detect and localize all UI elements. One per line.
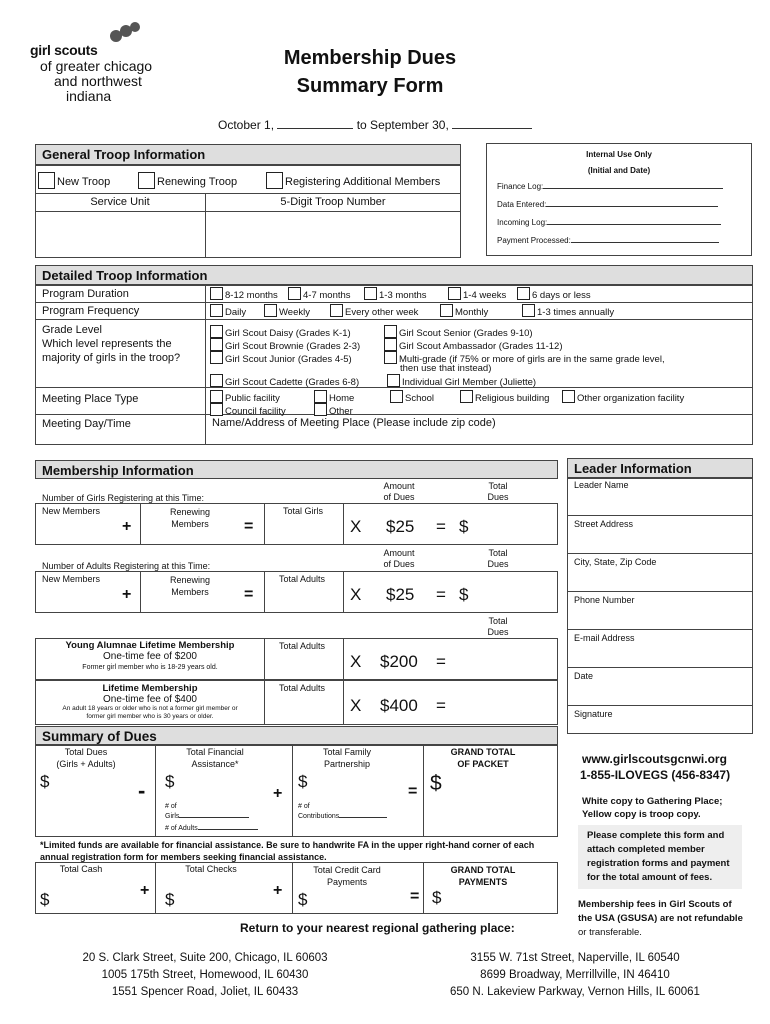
dollar-sign: $ (459, 585, 469, 604)
girls-total-dues-field[interactable] (472, 518, 556, 544)
adults-total-dues-field[interactable] (472, 586, 556, 612)
girls-count-line: Girls (165, 813, 249, 820)
grand-total-payments-field[interactable] (448, 886, 556, 912)
phone-number-label: Phone Number (574, 595, 635, 605)
summary-grand-total-field[interactable] (448, 772, 556, 802)
minus-sign: - (138, 778, 146, 803)
checkbox[interactable] (364, 287, 377, 300)
return-text: Return to your nearest regional gathering place: (240, 921, 515, 935)
fa-adults-count-field[interactable] (198, 829, 258, 830)
troop-number-label: 5-Digit Troop Number (280, 196, 386, 208)
fee-25: $25 (386, 585, 415, 604)
duration-option-3[interactable]: 1-3 months (364, 287, 427, 301)
payment-processed: Payment Processed: (497, 236, 719, 245)
total-girls-field[interactable] (265, 518, 342, 544)
street-address-label: Street Address (574, 519, 634, 529)
checkbox[interactable] (210, 338, 223, 351)
grade-daisy[interactable]: Girl Scout Daisy (Grades K-1) (210, 325, 351, 339)
checkbox[interactable] (440, 304, 453, 317)
total-checks-header: Total Checks (185, 864, 237, 874)
start-year-field[interactable] (277, 128, 353, 129)
total-dues-header: Total Dues (487, 481, 509, 502)
dollar-sign: $ (40, 772, 50, 791)
duration-option-2[interactable]: 4-7 months (288, 287, 351, 301)
summary-financial-field[interactable] (180, 772, 268, 800)
new-troop-checkbox[interactable] (38, 172, 55, 189)
dollar-sign: $ (165, 890, 175, 909)
leader-heading: Leader Information (567, 458, 753, 478)
leader-name-label: Leader Name (574, 480, 629, 490)
summary-total-dues-field[interactable] (56, 772, 126, 802)
total-credit-header: Total Credit Card Payments (313, 865, 381, 887)
equals-sign: = (410, 888, 420, 905)
service-unit-field[interactable] (36, 212, 204, 257)
times-sign: X (350, 696, 362, 715)
street-address-field[interactable] (568, 530, 752, 552)
frequency-option-4[interactable]: Monthly (440, 304, 488, 318)
logo-line3: and northwest (54, 73, 142, 89)
total-adults-label: Total Adults (279, 683, 326, 693)
renewing-members-label: Renewing Members (169, 575, 211, 597)
data-entered: Data Entered: (497, 200, 718, 209)
young-alumnae-count-field[interactable] (265, 654, 342, 679)
checkbox[interactable] (288, 287, 301, 300)
grade-multi[interactable]: Multi-grade (if 75% or more of girls are in the same grade level, (384, 351, 665, 365)
service-unit-label: Service Unit (90, 196, 150, 208)
internal-heading2: (Initial and Date) (587, 166, 651, 175)
grade-cadette[interactable]: Girl Scout Cadette (Grades 6-8) (210, 374, 359, 388)
fee-400: $400 (380, 696, 418, 715)
place-other-org[interactable]: Other organization facility (562, 390, 684, 404)
total-cash-field[interactable] (56, 886, 136, 912)
summary-family-field[interactable] (312, 772, 402, 800)
duration-option-1[interactable]: 8-12 months (210, 287, 278, 301)
fee-25: $25 (386, 517, 415, 536)
plus-sign: + (122, 586, 132, 603)
addresses-left (40, 950, 370, 1001)
payment-processed-field[interactable] (571, 242, 719, 243)
logo-line4: indiana (66, 88, 112, 104)
phone-number-field[interactable] (568, 606, 752, 628)
grade-juliette[interactable]: Individual Girl Member (Juliette) (387, 374, 536, 388)
plus-sign: + (122, 518, 132, 535)
contributions-line: Contributions (298, 813, 387, 820)
address-vernon-hills: 650 N. Lakeview Parkway, Vernon Hills, IL 60061 (450, 986, 700, 998)
duration-option-5[interactable]: 6 days or less (517, 287, 591, 301)
total-adults-label: Total Adults (279, 574, 326, 584)
date-label: Date (574, 671, 594, 681)
amount-dues-header: Amount of Dues (383, 481, 415, 502)
adults-count-line: # of Adults (165, 825, 258, 832)
checkbox[interactable] (210, 304, 223, 317)
girls-registering-label: Number of Girls Registering at this Time: (42, 493, 205, 503)
logo-line1: girl scouts (30, 42, 98, 58)
checkbox[interactable] (448, 287, 461, 300)
girls-renewing-field[interactable] (141, 530, 241, 544)
frequency-option-1[interactable]: Daily (210, 304, 246, 318)
finance-log-field[interactable] (543, 188, 723, 189)
membership-heading: Membership Information (35, 460, 558, 479)
grand-total-payments-header: GRAND TOTAL PAYMENTS (450, 865, 516, 887)
meeting-address-field[interactable] (206, 432, 752, 444)
email-address-label: E-mail Address (574, 633, 635, 643)
young-alumnae-total-field[interactable] (460, 654, 556, 679)
page-title (240, 44, 500, 100)
logo-line2: of greater chicago (40, 58, 153, 74)
checkbox[interactable] (210, 374, 223, 387)
total-girls-label: Total Girls (283, 506, 324, 516)
fee-200: $200 (380, 652, 418, 671)
trefoil-icon (104, 22, 144, 44)
summary-financial-header: Total Financial Assistance* (186, 747, 244, 769)
finance-log: Finance Log: (497, 182, 723, 191)
young-alumnae-info: Young Alumnae Lifetime Membership One-time fee of $200 Former girl member who is 18-29 years old. (65, 640, 235, 671)
dollar-sign: $ (432, 888, 442, 907)
checkbox[interactable] (330, 304, 343, 317)
grade-brownie[interactable]: Girl Scout Brownie (Grades 2-3) (210, 338, 360, 352)
equals-sign: = (408, 783, 418, 800)
checkbox[interactable] (387, 374, 400, 387)
dollar-sign: $ (430, 772, 442, 795)
place-home[interactable]: Home (314, 390, 354, 404)
summary-heading: Summary of Dues (35, 726, 558, 745)
new-troop-option[interactable]: New Troop (38, 172, 110, 189)
plus-sign: + (273, 785, 283, 802)
renewing-members-label: Renewing Members (169, 507, 211, 529)
leader-name-field[interactable] (568, 492, 752, 514)
total-dues-header: Total Dues (487, 548, 509, 569)
incoming-log: Incoming Log: (497, 218, 721, 227)
grade-multi-note: then use that instead) (400, 363, 492, 374)
period-line (218, 118, 532, 132)
girls-new-members-field[interactable] (36, 518, 116, 544)
summary-total-dues-header: Total Dues (Girls + Adults) (56, 747, 116, 769)
plus-sign: + (140, 882, 150, 899)
fa-note: *Limited funds are available for financial assistance. Be sure to handwrite FA in the upper right-hand corner of each annual registration form for members seeking financial assistance. (40, 840, 535, 862)
place-religious[interactable]: Religious building (460, 390, 549, 404)
checkbox[interactable] (210, 390, 223, 403)
total-adults-label: Total Adults (279, 641, 326, 651)
city-state-zip-field[interactable] (568, 568, 752, 590)
adults-new-members-field[interactable] (36, 586, 116, 612)
renewing-troop-option[interactable]: Renewing Troop (138, 172, 237, 189)
equals-sign: = (436, 696, 446, 715)
checkbox[interactable] (390, 390, 403, 403)
checkbox[interactable] (314, 390, 327, 403)
equals-sign: = (436, 585, 446, 604)
place-council[interactable]: Council facility (210, 403, 286, 417)
equals-sign: = (244, 518, 254, 535)
place-public[interactable]: Public facility (210, 390, 280, 404)
checkbox[interactable] (517, 287, 530, 300)
period-from: October 1, (218, 118, 275, 132)
contributions-count-field[interactable] (339, 817, 387, 818)
place-school[interactable]: School (390, 390, 434, 404)
checkbox[interactable] (384, 325, 397, 338)
incoming-log-field[interactable] (547, 224, 721, 225)
grade-ambassador[interactable]: Girl Scout Ambassador (Grades 11-12) (384, 338, 563, 352)
lifetime-info: Lifetime Membership One-time fee of $400 An adult 18 years or older who is not a former girl member or former girl member who is 30 years or older. (62, 683, 238, 720)
dollar-sign: $ (459, 517, 469, 536)
duration-option-4[interactable]: 1-4 weeks (448, 287, 506, 301)
amount-dues-header: Amount of Dues (383, 548, 415, 569)
general-heading: General Troop Information (35, 144, 461, 165)
new-members-label: New Members (42, 506, 101, 516)
frequency-option-3[interactable]: Every other week (330, 304, 418, 318)
equals-sign: = (244, 586, 254, 603)
instructions-box: Please complete this form and attach completed member registration forms and payment for the total amount of fees. (578, 825, 742, 889)
checkbox[interactable] (562, 390, 575, 403)
summary-family-header: Total Family Partnership (322, 747, 371, 769)
adults-renewing-field[interactable] (141, 598, 241, 612)
total-adults-field[interactable] (265, 586, 342, 612)
meeting-day-time-label: Meeting Day/Time (42, 418, 131, 430)
city-state-zip-label: City, State, Zip Code (574, 557, 657, 567)
checkbox[interactable] (210, 403, 223, 416)
total-cash-header: Total Cash (59, 864, 103, 874)
registering-additional-checkbox[interactable] (266, 172, 283, 189)
address-merrillville: 8699 Broadway, Merrillville, IN 46410 (480, 969, 670, 981)
summary-grand-total-header: GRAND TOTAL OF PACKET (450, 747, 516, 769)
times-sign: X (350, 652, 362, 671)
grade-junior[interactable]: Girl Scout Junior (Grades 4-5) (210, 351, 352, 365)
adults-registering-label: Number of Adults Registering at this Time: (42, 561, 211, 571)
renewing-troop-checkbox[interactable] (138, 172, 155, 189)
meeting-day-time-field[interactable] (36, 432, 204, 444)
total-checks-field[interactable] (180, 886, 268, 912)
checkbox[interactable] (314, 403, 327, 416)
title-line2: Summary Form (296, 75, 444, 97)
program-duration-label: Program Duration (42, 288, 129, 300)
equals-sign: = (436, 517, 446, 536)
logo (30, 22, 170, 108)
dollar-sign: $ (298, 890, 308, 909)
email-address-field[interactable] (568, 644, 752, 666)
data-entered-field[interactable] (546, 206, 718, 207)
end-year-field[interactable] (452, 128, 532, 129)
refund-note: Membership fees in Girl Scouts of the USA (GSUSA) are not refundable or transferable. (578, 899, 743, 938)
meeting-place-type-label: Meeting Place Type (42, 393, 139, 405)
new-members-label: New Members (42, 574, 101, 584)
address-chicago: 20 S. Clark Street, Suite 200, Chicago, IL 60603 (82, 952, 328, 964)
total-credit-field[interactable] (312, 886, 402, 912)
checkbox[interactable] (210, 351, 223, 364)
addresses-right (400, 950, 750, 1001)
checkbox[interactable] (384, 351, 397, 364)
grade-senior[interactable]: Girl Scout Senior (Grades 9-10) (384, 325, 533, 339)
num-of-label: # of (165, 803, 177, 810)
lifetime-total-field[interactable] (460, 698, 556, 724)
times-sign: X (350, 517, 362, 536)
copies-note: White copy to Gathering Place; Yellow copy is troop copy. (582, 796, 723, 820)
program-frequency-label: Program Frequency (42, 305, 140, 317)
signature-label: Signature (574, 709, 613, 719)
total-dues-header: Total Dues (487, 616, 509, 637)
fa-girls-count-field[interactable] (179, 817, 249, 818)
num-of-label: # of (298, 803, 310, 810)
checkbox[interactable] (384, 338, 397, 351)
troop-number-field[interactable] (206, 212, 460, 257)
grade-level-label: Grade Level Which level represents the majority of girls in the troop? (42, 324, 181, 364)
equals-sign: = (436, 652, 446, 671)
dollar-sign: $ (165, 772, 175, 791)
plus-sign: + (273, 882, 283, 899)
times-sign: X (350, 585, 362, 604)
signature-field[interactable] (568, 720, 752, 733)
website-link[interactable]: www.girlscoutsgcnwi.org (582, 752, 727, 766)
date-field[interactable] (568, 682, 752, 704)
meeting-address-label: Name/Address of Meeting Place (Please include zip code) (212, 417, 496, 429)
checkbox[interactable] (264, 304, 277, 317)
address-homewood: 1005 175th Street, Homewood, IL 60430 (101, 969, 309, 981)
checkbox[interactable] (210, 287, 223, 300)
detailed-heading: Detailed Troop Information (35, 265, 753, 285)
checkbox[interactable] (460, 390, 473, 403)
frequency-option-2[interactable]: Weekly (264, 304, 310, 318)
period-to: to September 30, (356, 118, 449, 132)
phone-number: 1-855-ILOVEGS (456-8347) (580, 768, 731, 782)
dollar-sign: $ (40, 890, 50, 909)
place-other[interactable]: Other (314, 403, 353, 417)
title-line1: Membership Dues (283, 47, 457, 69)
frequency-option-5[interactable]: 1-3 times annually (522, 304, 614, 318)
lifetime-count-field[interactable] (265, 698, 342, 724)
dollar-sign: $ (298, 772, 308, 791)
internal-heading1: Internal Use Only (586, 150, 652, 159)
checkbox[interactable] (210, 325, 223, 338)
address-joliet: 1551 Spencer Road, Joliet, IL 60433 (111, 986, 299, 998)
registering-additional-option[interactable]: Registering Additional Members (266, 172, 440, 189)
address-naperville: 3155 W. 71st Street, Naperville, IL 60540 (470, 952, 680, 964)
checkbox[interactable] (522, 304, 535, 317)
